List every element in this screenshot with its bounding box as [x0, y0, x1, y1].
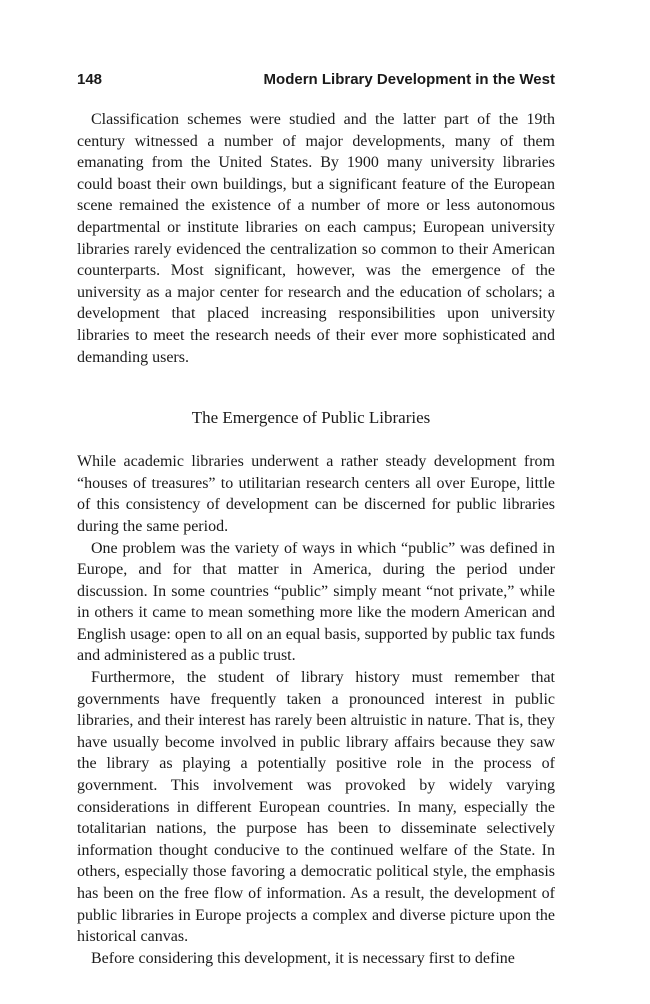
- paragraph: One problem was the variety of ways in which “public” was defined in Europe, and for that matter in America, during the period under discussion. In some countries “public” simply meant “not private,” while in others it came to mean something more like the modern American and English usage: open to all on an equal basis, supported by public tax funds and administered as a public trust.: [77, 539, 555, 665]
- paragraph: While academic libraries underwent a rather steady development from “houses of treasures” to utilitarian research centers all over Europe, little of this consistency of development can be discerned for public libraries during the same period.: [77, 453, 555, 535]
- body-text: [77, 109, 555, 969]
- paragraph: Before considering this development, it is necessary first to define: [91, 949, 515, 967]
- running-title: Modern Library Development in the West: [263, 71, 555, 88]
- section-heading: The Emergence of Public Libraries: [191, 408, 431, 428]
- paragraph: Classification schemes were studied and the latter part of the 19th century witnessed a number of major developments, many of them emanating from the United States. By 1900 many university libraries could boast their own buildings, but a significant feature of the European scene remained the existence of a number of more or less autonomous departmental or institute libraries on each campus; European university libraries rarely evidenced the centralization so common to their American counterparts. Most significant, however, was the emergence of the university as a major center for research and the education of scholars; a development that placed increasing responsibilities upon university libraries to meet the research needs of their ever more sophisticated and demanding users.: [77, 111, 555, 366]
- paragraph: Furthermore, the student of library history must remember that governments have frequently taken a pronounced interest in public libraries, and their interest has rarely been altruistic in nature. That is, they have usually become involved in public library affairs because they saw the library as playing a potentially positive role in the process of government. This involvement was provoked by widely varying considerations in different European countries. In many, especially the totalitarian nations, the purpose has been to disseminate selectively information thought conducive to the continued welfare of the State. In others, especially those favoring a democratic political style, the emphasis has been on the free flow of information. As a result, the development of public libraries in Europe projects a complex and diverse picture upon the historical canvas.: [77, 669, 555, 946]
- book-page: [77, 70, 555, 969]
- running-head: [77, 70, 555, 90]
- page-number: 148: [77, 71, 103, 88]
